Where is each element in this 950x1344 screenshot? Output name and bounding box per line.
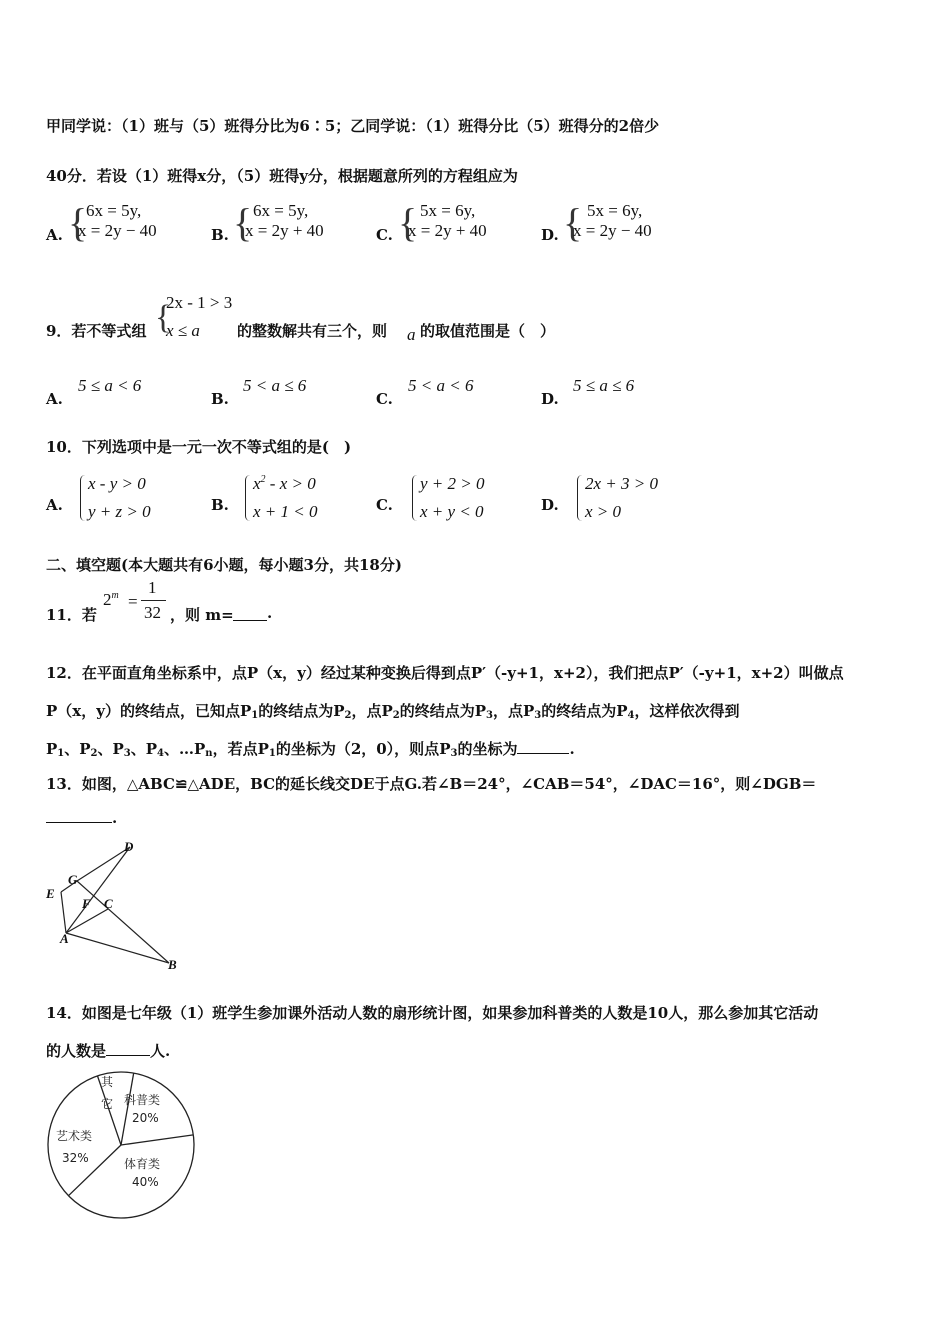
- pie-label-art: 艺术类: [56, 1129, 93, 1143]
- q14-line2: 的人数是 人.: [46, 1042, 171, 1060]
- q8-text-line2: 40分．若设（1）班得x分，（5）班得y分，根据题意所列的方程组应为: [46, 167, 518, 185]
- segment-ea: [61, 892, 66, 933]
- q8-c-eq2: x = 2y + 40: [408, 221, 487, 240]
- pie-label-other-top: 其: [101, 1075, 114, 1089]
- section-heading-fill-in: 二、填空题(本大题共有6小题，每小题3分，共18分): [46, 556, 402, 574]
- label-d: D: [124, 839, 134, 854]
- q11-number: 11．若: [46, 606, 97, 624]
- q8-d-eq2: x = 2y − 40: [573, 221, 652, 240]
- segment-gb: [77, 881, 169, 963]
- pie-slice-boundary-体育类: [121, 1135, 193, 1145]
- pie-pct-art: 32%: [62, 1151, 89, 1165]
- label-c: C: [104, 896, 113, 911]
- pie-pct-science: 20%: [132, 1111, 159, 1125]
- q11-base: 2$^m$: [103, 590, 119, 609]
- q8-b-eq2: x = 2y + 40: [245, 221, 324, 240]
- q14-pie-chart: [44, 1068, 200, 1224]
- pie-pct-sports: 40%: [132, 1175, 159, 1189]
- q9-sys-line2: x ≤ a: [166, 321, 200, 340]
- q8-c-eq1: 5x = 6y,: [420, 201, 476, 220]
- q12-line1: 12．在平面直角坐标系中，点P（x，y）经过某种变换后得到点P′（-y+1，x+2），我们把点P′（-y+1，x+2）叫做点: [46, 664, 844, 682]
- q8-d-eq1: 5x = 6y,: [587, 201, 643, 220]
- label-b: B: [168, 957, 177, 972]
- q13-geometry-figure: [40, 835, 190, 975]
- pie-label-sports: 体育类: [124, 1157, 161, 1171]
- pie-slice-boundary-科普类: [121, 1073, 134, 1145]
- q9-sys-line1: 2x - 1 > 3: [166, 293, 233, 312]
- label-a: A: [60, 931, 69, 946]
- pie-label-other-bottom: 它: [101, 1097, 114, 1111]
- q14-line1: 14．如图是七年级（1）班学生参加课外活动人数的扇形统计图，如果参加科普类的人数是10人，那么参加其它活动: [46, 1004, 819, 1022]
- segment-ac: [66, 909, 108, 933]
- q9-text-a: 的整数解共有三个，则: [237, 322, 388, 340]
- q10-stem: 10．下列选项中是一元一次不等式组的是( ): [46, 438, 352, 456]
- q12-line2: P（x，y）的终结点，已知点$P_1$的终结点为$P_2$，点$P_2$的终结点为$P_3$，点$P_3$的终结点为$P_4$，这样依次得到: [46, 702, 740, 721]
- q8-a-eq2: x = 2y − 40: [78, 221, 157, 240]
- segment-dg: [77, 847, 130, 881]
- q13-line1: 13．如图，△ABC≌△ADE，BC的延长线交DE于点G.若∠B＝24°，∠CAB＝54°，∠DAC＝16°，则∠DGB＝: [46, 775, 817, 793]
- q8-b-eq1: 6x = 5y,: [253, 201, 309, 220]
- label-e: E: [46, 886, 55, 901]
- q8-a-eq1: 6x = 5y,: [86, 201, 142, 220]
- q9-number: 9．若不等式组: [46, 322, 147, 340]
- q13-answer-blank[interactable]: [46, 808, 112, 823]
- q9-variable: a: [407, 325, 416, 344]
- label-g: G: [68, 872, 78, 887]
- q9-text-b: 的取值范围是（ ）: [420, 322, 556, 340]
- pie-label-science: 科普类: [124, 1093, 161, 1107]
- segment-ab: [66, 933, 169, 963]
- q11-answer-blank[interactable]: [233, 606, 267, 621]
- q12-answer-blank[interactable]: [517, 739, 569, 754]
- q14-answer-blank[interactable]: [106, 1041, 150, 1056]
- label-f: F: [82, 896, 91, 911]
- q12-line3: $P_1$、$P_2$、$P_3$、$P_4$、$\dots P_n$，若点$P_1$的坐标为（2，0），则点$P_3$的坐标为 .: [46, 740, 575, 759]
- q8-text-line1: 甲同学说：（1）班与（5）班得分比为6∶5；乙同学说：（1）班得分比（5）班得分的2倍少: [46, 117, 660, 135]
